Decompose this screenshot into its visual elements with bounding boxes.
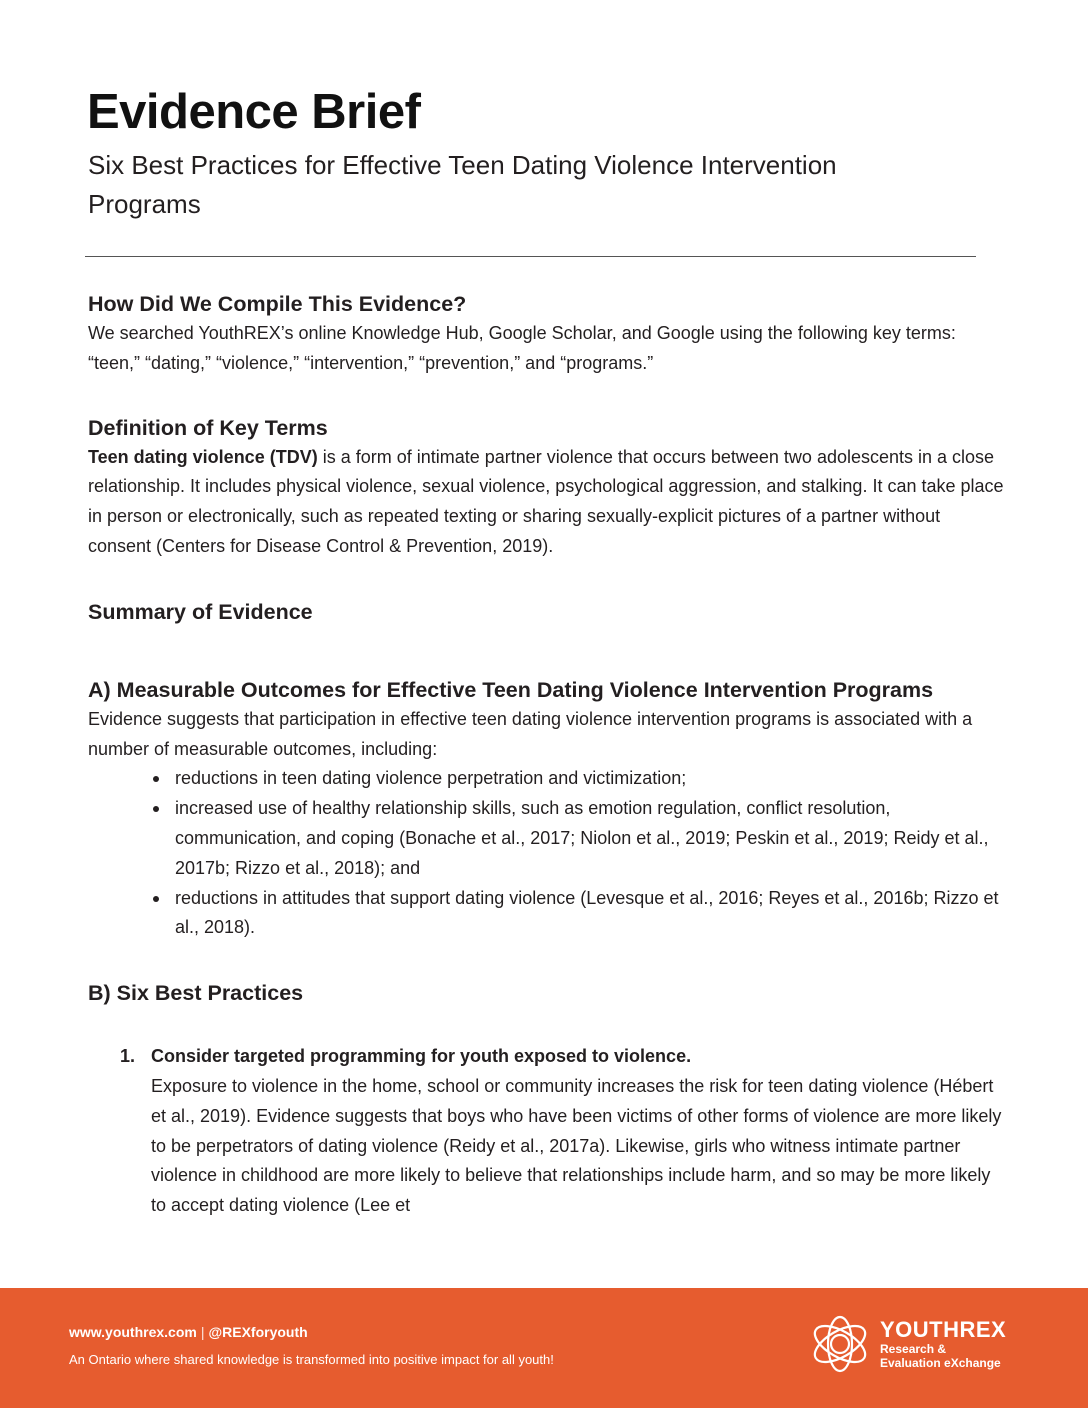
best-practices-heading: B) Six Best Practices <box>88 981 304 1006</box>
practice-title: Consider targeted programming for youth exposed to violence. <box>151 1046 692 1067</box>
summary-heading: Summary of Evidence <box>88 599 313 624</box>
outcomes-section <box>88 675 1008 943</box>
definition-text: is a form of intimate partner violence that occurs between two adolescents in a close relationship. It includes physical violence, sexual violence, psychological aggression, and stalking. It can take place in person or electronically, such as repeated texting or sharing sexually-explicit pictures of a partner without consent (Centers for Disease Control & Prevention, 2019). <box>88 446 1004 556</box>
logo-subtitle-line-2: Evaluation eXchange <box>880 1356 1001 1370</box>
definition-paragraph <box>88 443 1008 562</box>
page-subtitle: Six Best Practices for Effective Teen Dating Violence Intervention Programs <box>88 150 837 219</box>
footer-links <box>69 1324 308 1340</box>
list-item: reductions in attitudes that support dating violence (Levesque et al., 2016; Reyes et al., 2016b; Rizzo et al., 2018). <box>175 884 1008 944</box>
website-link[interactable]: www.youthrex.com <box>69 1324 197 1340</box>
outcomes-intro: Evidence suggests that participation in effective teen dating violence intervention programs is associated with a number of measurable outcomes, including: <box>88 708 973 759</box>
youthrex-logo-icon <box>806 1310 874 1378</box>
practice-item <box>120 1042 1008 1221</box>
outcomes-heading: A) Measurable Outcomes for Effective Teen Dating Violence Intervention Programs <box>88 677 934 702</box>
footer-bar <box>0 1288 1088 1408</box>
list-item: reductions in teen dating violence perpetration and victimization; <box>175 764 1008 794</box>
compile-text: We searched YouthREX’s online Knowledge Hub, Google Scholar, and Google using the following key terms: “teen,” “dating,” “violence,” “intervention,” “prevention,” and “programs.” <box>88 323 956 373</box>
practice-number: 1. <box>120 1046 136 1067</box>
definitions-heading: Definition of Key Terms <box>88 415 328 440</box>
outcomes-list <box>88 764 1008 943</box>
footer-separator: | <box>200 1324 205 1340</box>
best-practices-section <box>88 978 1008 1221</box>
practices-list <box>88 1042 1008 1221</box>
compile-heading: How Did We Compile This Evidence? <box>88 292 467 316</box>
page-title: Evidence Brief <box>87 85 421 139</box>
title-divider <box>85 256 976 257</box>
practice-text: Exposure to violence in the home, school or community increases the risk for teen dating violence (Hébert et al., 2019). Evidence suggests that boys who have been victims of other forms of violence are more likely to be perpetrators of dating violence (Reidy et al., 2017a). Likewise, girls who witness intimate partner violence in childhood are more likely to believe that relationships include harm, and so may be more likely to accept dating violence (Lee et <box>151 1075 1002 1216</box>
list-item: increased use of healthy relationship skills, such as emotion regulation, conflict resolution, communication, and coping (Bonache et al., 2017; Niolon et al., 2019; Peskin et al., 2019; Reidy et al., 2017b; Rizzo et al., 2018); and <box>175 794 1008 883</box>
definitions-section <box>88 413 1008 562</box>
logo-wordmark <box>880 1318 1006 1370</box>
logo-subtitle-line-1: Research & <box>880 1342 947 1356</box>
logo-name: YOUTHREX <box>880 1317 1007 1342</box>
document-body <box>88 289 1008 1221</box>
footer-tagline: An Ontario where shared knowledge is transformed into positive impact for all youth! <box>69 1352 554 1367</box>
compile-section <box>88 289 1008 379</box>
social-handle-link[interactable]: @REXforyouth <box>208 1324 308 1340</box>
definition-term: Teen dating violence (TDV) <box>88 446 318 467</box>
